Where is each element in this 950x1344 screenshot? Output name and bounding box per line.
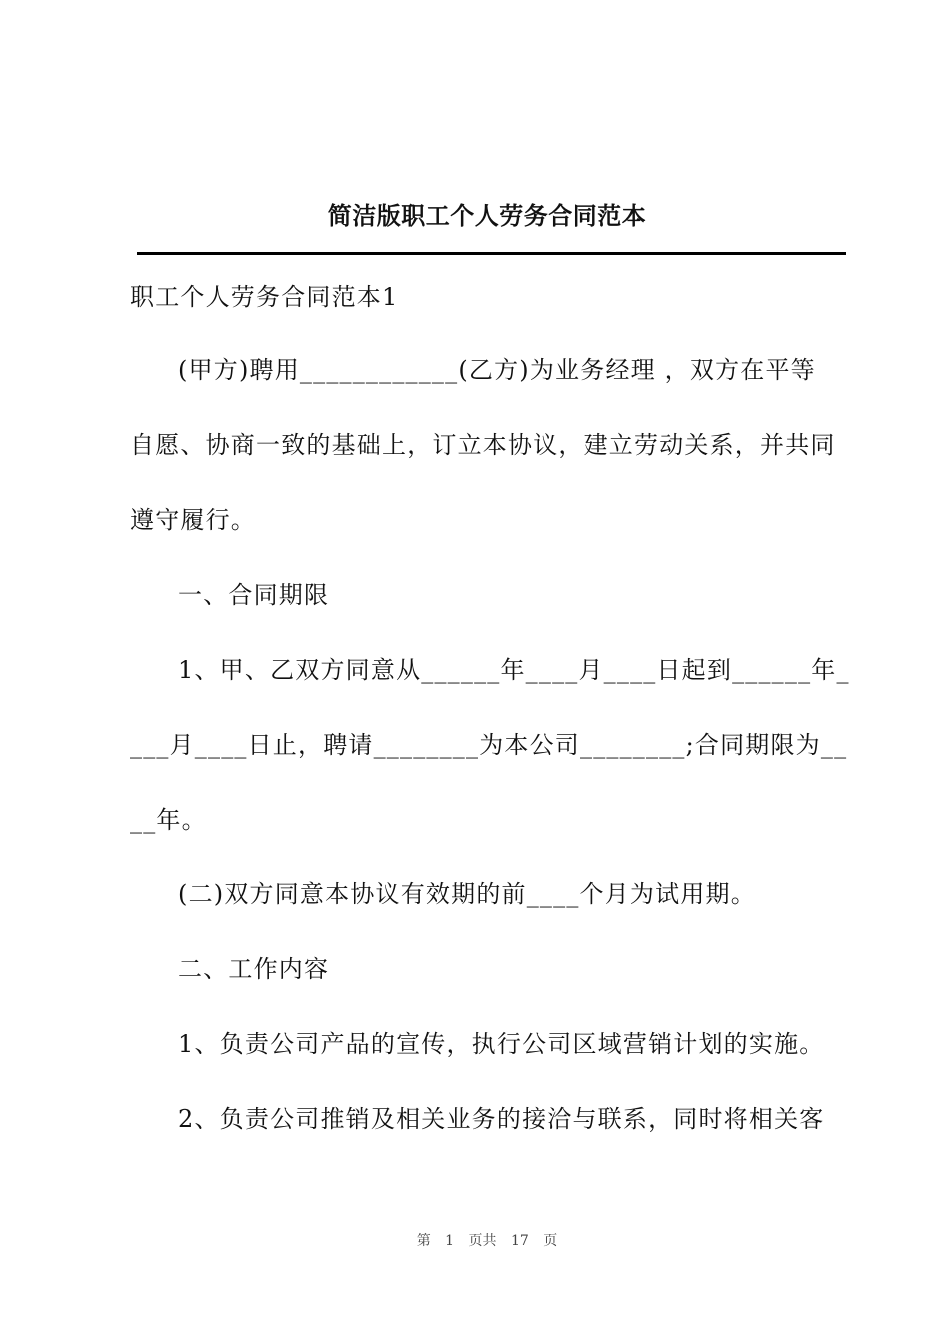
paragraph-line: ___月____日止，聘请________为本公司________;合同期限为__ [130, 731, 848, 759]
paragraph-line: 1、负责公司产品的宣传，执行公司区域营销计划的实施。 [178, 1030, 825, 1058]
document-title: 简洁版职工个人劳务合同范本 [327, 201, 647, 230]
clause-heading: 一、合同期限 [178, 581, 330, 609]
paragraph-line: (二)双方同意本协议有效期的前____个月为试用期。 [178, 880, 756, 908]
title-divider [137, 252, 846, 255]
clause-heading: 二、工作内容 [178, 955, 330, 983]
paragraph-line: __年。 [130, 806, 207, 834]
paragraph-line: 遵守履行。 [130, 506, 256, 534]
paragraph-line: 自愿、协商一致的基础上，订立本协议，建立劳动关系，并共同 [130, 431, 836, 459]
section-heading: 职工个人劳务合同范本1 [130, 283, 399, 311]
paragraph-line: 2、负责公司推销及相关业务的接洽与联系，同时将相关客 [178, 1105, 825, 1133]
page-number-footer: 第 1 页共 17 页 [416, 1233, 558, 1249]
paragraph-line: (甲方)聘用____________(乙方)为业务经理 ，双方在平等 [178, 356, 816, 384]
paragraph-line: 1、甲、乙双方同意从______年____月____日起到______年_ [178, 656, 850, 684]
